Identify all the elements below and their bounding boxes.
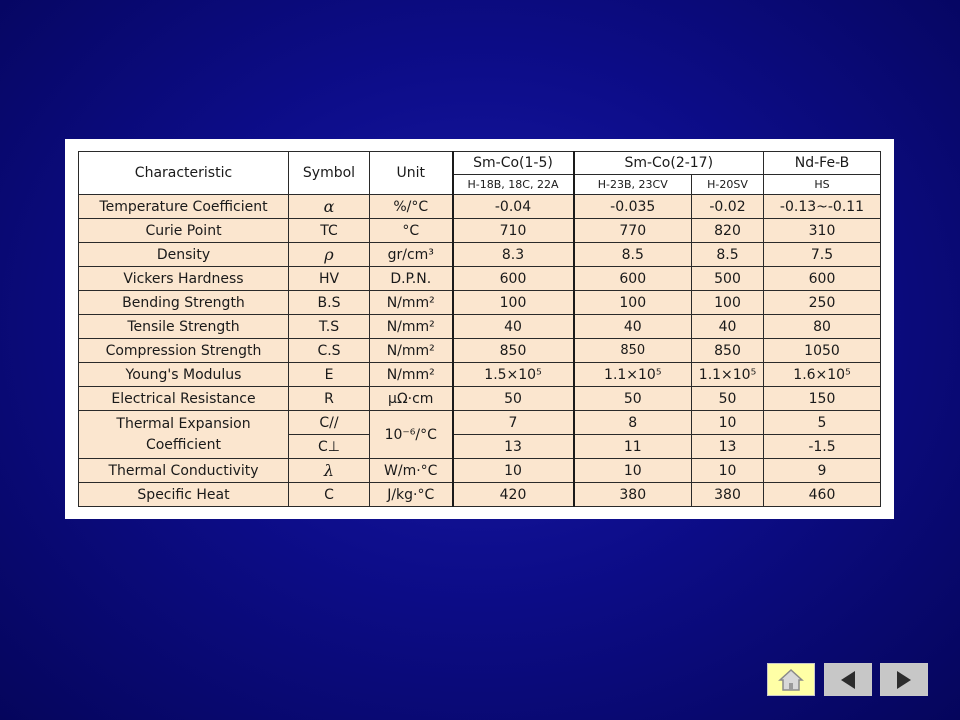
cell-value: 9	[764, 459, 881, 483]
cell-value: 40	[692, 315, 764, 339]
header-grade-smco-1-5: H-18B, 18C, 22A	[453, 175, 574, 195]
cell-value: 40	[453, 315, 574, 339]
row-name: Vickers Hardness	[79, 267, 289, 291]
cell-value: -1.5	[764, 435, 881, 459]
row-symbol: ρ	[289, 243, 370, 267]
row-name: Compression Strength	[79, 339, 289, 363]
row-unit: μΩ·cm	[370, 387, 453, 411]
row-unit: 10⁻⁶/°C	[370, 411, 453, 459]
header-grade-smco-2-17-a: H-23B, 23CV	[574, 175, 692, 195]
header-grade-ndfeb: HS	[764, 175, 881, 195]
arrow-left-icon	[836, 668, 860, 692]
row-symbol: HV	[289, 267, 370, 291]
row-unit: N/mm²	[370, 339, 453, 363]
row-symbol: C.S	[289, 339, 370, 363]
row-symbol: E	[289, 363, 370, 387]
row-unit: N/mm²	[370, 315, 453, 339]
header-ndfeb: Nd-Fe-B	[764, 152, 881, 175]
row-name: Young's Modulus	[79, 363, 289, 387]
cell-value: 600	[764, 267, 881, 291]
cell-value: 710	[453, 219, 574, 243]
cell-value: 500	[692, 267, 764, 291]
next-button[interactable]	[880, 663, 928, 696]
properties-table-panel	[65, 139, 894, 519]
row-unit: D.P.N.	[370, 267, 453, 291]
table-row	[79, 411, 881, 435]
cell-value: -0.13~-0.11	[764, 195, 881, 219]
row-name: Electrical Resistance	[79, 387, 289, 411]
table-row	[79, 483, 881, 507]
row-unit: N/mm²	[370, 363, 453, 387]
table-row	[79, 195, 881, 219]
cell-value: 420	[453, 483, 574, 507]
cell-value: 100	[574, 291, 692, 315]
table-row	[79, 339, 881, 363]
row-unit: °C	[370, 219, 453, 243]
cell-value: 150	[764, 387, 881, 411]
cell-value: 600	[453, 267, 574, 291]
cell-value: 5	[764, 411, 881, 435]
cell-value: 50	[453, 387, 574, 411]
cell-value: -0.035	[574, 195, 692, 219]
row-unit: W/m·°C	[370, 459, 453, 483]
header-grade-smco-2-17-b: H-20SV	[692, 175, 764, 195]
cell-value: 1.1×10⁵	[574, 363, 692, 387]
previous-button[interactable]	[824, 663, 872, 696]
cell-value: 50	[692, 387, 764, 411]
row-symbol: T.S	[289, 315, 370, 339]
row-symbol: TC	[289, 219, 370, 243]
table-row	[79, 267, 881, 291]
home-button[interactable]	[767, 663, 815, 696]
row-symbol: C	[289, 483, 370, 507]
row-symbol: B.S	[289, 291, 370, 315]
table-row	[79, 315, 881, 339]
header-smco-2-17: Sm-Co(2-17)	[574, 152, 764, 175]
cell-value: 820	[692, 219, 764, 243]
row-symbol: α	[289, 195, 370, 219]
cell-value: 850	[453, 339, 574, 363]
row-name: Specific Heat	[79, 483, 289, 507]
arrow-right-icon	[892, 668, 916, 692]
cell-value: 250	[764, 291, 881, 315]
row-unit: %/°C	[370, 195, 453, 219]
cell-value: 13	[453, 435, 574, 459]
cell-value: 10	[692, 459, 764, 483]
row-name: Temperature Coefficient	[79, 195, 289, 219]
cell-value: 8.3	[453, 243, 574, 267]
cell-value: 850	[574, 339, 692, 363]
cell-value: 310	[764, 219, 881, 243]
home-icon	[778, 668, 804, 692]
header-symbol: Symbol	[289, 152, 370, 195]
cell-value: 50	[574, 387, 692, 411]
header-characteristic: Characteristic	[79, 152, 289, 195]
cell-value: 8	[574, 411, 692, 435]
row-name: Tensile Strength	[79, 315, 289, 339]
cell-value: 100	[453, 291, 574, 315]
header-smco-1-5: Sm-Co(1-5)	[453, 152, 574, 175]
cell-value: 8.5	[574, 243, 692, 267]
row-symbol: R	[289, 387, 370, 411]
cell-value: 1.5×10⁵	[453, 363, 574, 387]
row-unit: J/kg·°C	[370, 483, 453, 507]
row-unit: gr/cm³	[370, 243, 453, 267]
cell-value: 770	[574, 219, 692, 243]
row-name: Thermal Conductivity	[79, 459, 289, 483]
table-row	[79, 291, 881, 315]
row-symbol: C//	[289, 411, 370, 435]
row-symbol: C⊥	[289, 435, 370, 459]
row-unit: N/mm²	[370, 291, 453, 315]
cell-value: 460	[764, 483, 881, 507]
table-row	[79, 219, 881, 243]
cell-value: 10	[574, 459, 692, 483]
table-row	[79, 363, 881, 387]
cell-value: 11	[574, 435, 692, 459]
cell-value: 7	[453, 411, 574, 435]
cell-value: -0.02	[692, 195, 764, 219]
cell-value: 40	[574, 315, 692, 339]
cell-value: 380	[574, 483, 692, 507]
row-name-line: Coefficient	[145, 436, 222, 453]
table-row	[79, 459, 881, 483]
cell-value: -0.04	[453, 195, 574, 219]
row-name-line: Thermal Expansion	[116, 415, 251, 432]
cell-value: 850	[692, 339, 764, 363]
table-row	[79, 387, 881, 411]
cell-value: 80	[764, 315, 881, 339]
header-unit: Unit	[370, 152, 453, 195]
magnet-properties-table	[78, 151, 881, 507]
row-name: Bending Strength	[79, 291, 289, 315]
header-row-1	[79, 152, 881, 175]
cell-value: 1050	[764, 339, 881, 363]
row-name: Curie Point	[79, 219, 289, 243]
cell-value: 7.5	[764, 243, 881, 267]
cell-value: 600	[574, 267, 692, 291]
cell-value: 13	[692, 435, 764, 459]
row-name-thermal-expansion	[79, 411, 289, 459]
cell-value: 10	[692, 411, 764, 435]
row-name: Density	[79, 243, 289, 267]
cell-value: 1.1×10⁵	[692, 363, 764, 387]
cell-value: 100	[692, 291, 764, 315]
row-symbol: λ	[289, 459, 370, 483]
table-row	[79, 243, 881, 267]
cell-value: 10	[453, 459, 574, 483]
cell-value: 380	[692, 483, 764, 507]
cell-value: 1.6×10⁵	[764, 363, 881, 387]
cell-value: 8.5	[692, 243, 764, 267]
